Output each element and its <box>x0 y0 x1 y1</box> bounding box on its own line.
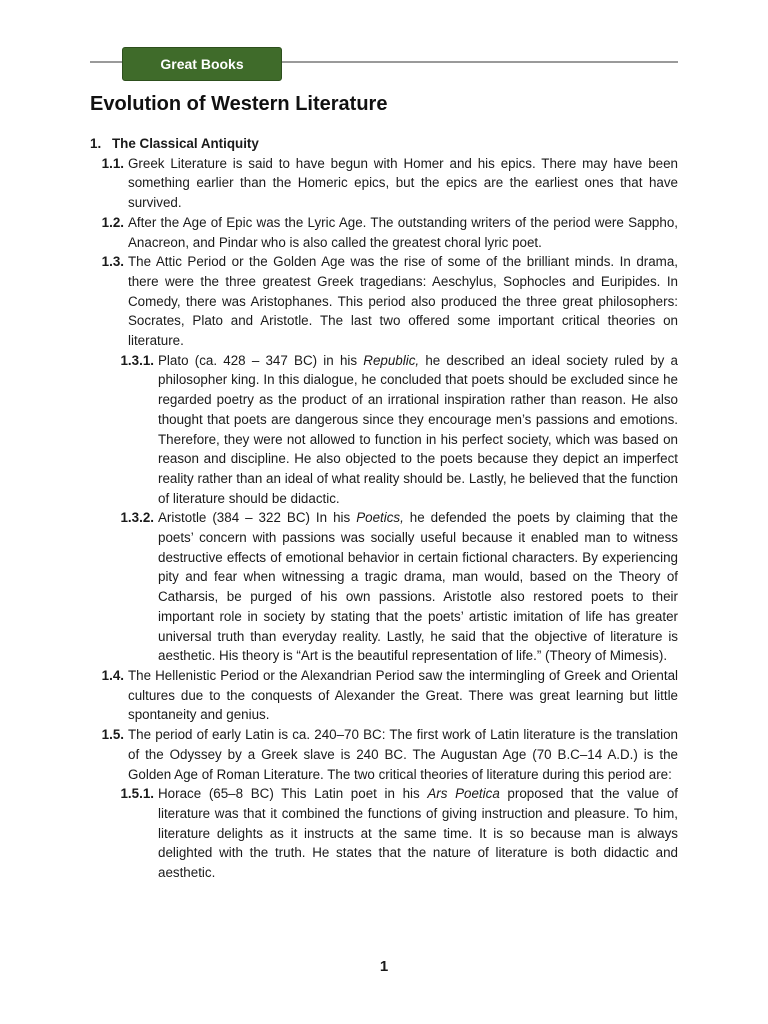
text-run: Plato (ca. 428 – 347 BC) in his <box>158 352 364 368</box>
list-item <box>90 252 678 351</box>
text-run: The Attic Period or the Golden Age was the rise of some of the brilliant minds. In drama, there were the three greatest Greek tragedians: Aeschylus, Sophocles and Euripides. In Comedy, there was Aristophanes. This period also produced the three great philosophers: Socrates, Plato and Aristotle. The last two offered some important critical theories on literature. <box>128 254 678 349</box>
list-item <box>90 784 678 883</box>
page-title: Evolution of Western Literature <box>90 93 388 115</box>
item-number: 1.3.2. <box>120 510 154 526</box>
text-run: he defended the poets by claiming that the poets’ concern with passions was socially useful because it enabled man to witness destructive effects of emotional behavior in certain fictional characters. By experiencing pity and fear when witnessing a tragic drama, man would, based on the Theory of Catharsis, be purged of his own passions. Aristotle also restored poets to their important role in society by stating that the poets’ artistic imitation of life has greater universal truth than everyday reality. Lastly, he said that the objective of literature is aesthetic. His theory is “Art is the beautiful representation of life.” (Theory of Mimesis). <box>158 510 679 664</box>
item-text <box>128 725 678 784</box>
italic-title: Ars Poetica <box>427 786 500 802</box>
section-heading <box>90 134 678 154</box>
section-tab-label: Great Books <box>160 56 244 72</box>
section-number: 1. <box>90 136 102 151</box>
page-number: 1 <box>379 958 389 975</box>
text-run: Aristotle (384 – 322 BC) In his <box>158 510 357 526</box>
document-body <box>90 134 678 883</box>
list-item <box>90 666 678 725</box>
text-run: he described an ideal society ruled by a philosopher king. In this dialogue, he concluded that poets should be excluded since he regarded poetry as the product of an irrational inspiration rather than reason. He also thought that poets are dangerous since they encourage men’s passions and emotions. Therefore, they were not allowed to function in his perfect society, which was based on reason and discipline. He also objected to the poets because they depict an imperfect reality rather than an ideal of what reality should be. Lastly, he believed that the function of literature should be didactic. <box>158 352 678 506</box>
item-number: 1.3.1. <box>120 352 154 368</box>
italic-title: Poetics, <box>356 510 404 526</box>
item-list <box>90 154 678 883</box>
section-heading-text: The Classical Antiquity <box>112 136 259 151</box>
text-run: After the Age of Epic was the Lyric Age. The outstanding writers of the period were Sappho, Anacreon, and Pindar who is also called the greatest choral lyric poet. <box>128 214 678 250</box>
item-text <box>158 784 678 883</box>
item-text <box>128 154 678 213</box>
list-item <box>90 154 678 213</box>
item-number: 1.1. <box>101 155 124 171</box>
item-number: 1.2. <box>101 214 124 230</box>
text-run: The period of early Latin is ca. 240–70 BC: The first work of Latin literature is the translation of the Odyssey by a Greek slave is 240 BC. The Augustan Age (70 B.C–14 A.D.) is the Golden Age of Roman Literature. The two critical theories of literature during this period are: <box>128 727 678 782</box>
item-text <box>158 508 678 666</box>
list-item <box>90 351 678 509</box>
item-number: 1.3. <box>101 254 124 270</box>
item-text <box>128 252 678 351</box>
item-text <box>128 666 678 725</box>
italic-title: Republic, <box>363 352 420 368</box>
list-item <box>90 508 678 666</box>
item-number: 1.5.1. <box>120 786 154 802</box>
item-text <box>158 351 678 509</box>
text-run: The Hellenistic Period or the Alexandrian Period saw the intermingling of Greek and Oriental cultures due to the conquests of Alexander the Great. There was great learning but little spontaneity and genius. <box>128 667 678 723</box>
text-run: Greek Literature is said to have begun with Homer and his epics. There may have been something earlier than the Homeric epics, but the epics are the earliest ones that have survived. <box>128 155 678 211</box>
section-tab <box>122 47 282 81</box>
item-text <box>128 213 678 252</box>
list-item <box>90 725 678 784</box>
list-item <box>90 213 678 252</box>
item-number: 1.4. <box>101 667 124 683</box>
item-number: 1.5. <box>101 727 124 743</box>
text-run: Horace (65–8 BC) This Latin poet in his <box>158 786 428 802</box>
text-run: proposed that the value of literature was that it combined the functions of giving instruction and pleasure. To him, literature delights as it instructs at the same time. It is so because man is always delighted with the truth. He states that the nature of literature is both didactic and aesthetic. <box>158 786 678 881</box>
